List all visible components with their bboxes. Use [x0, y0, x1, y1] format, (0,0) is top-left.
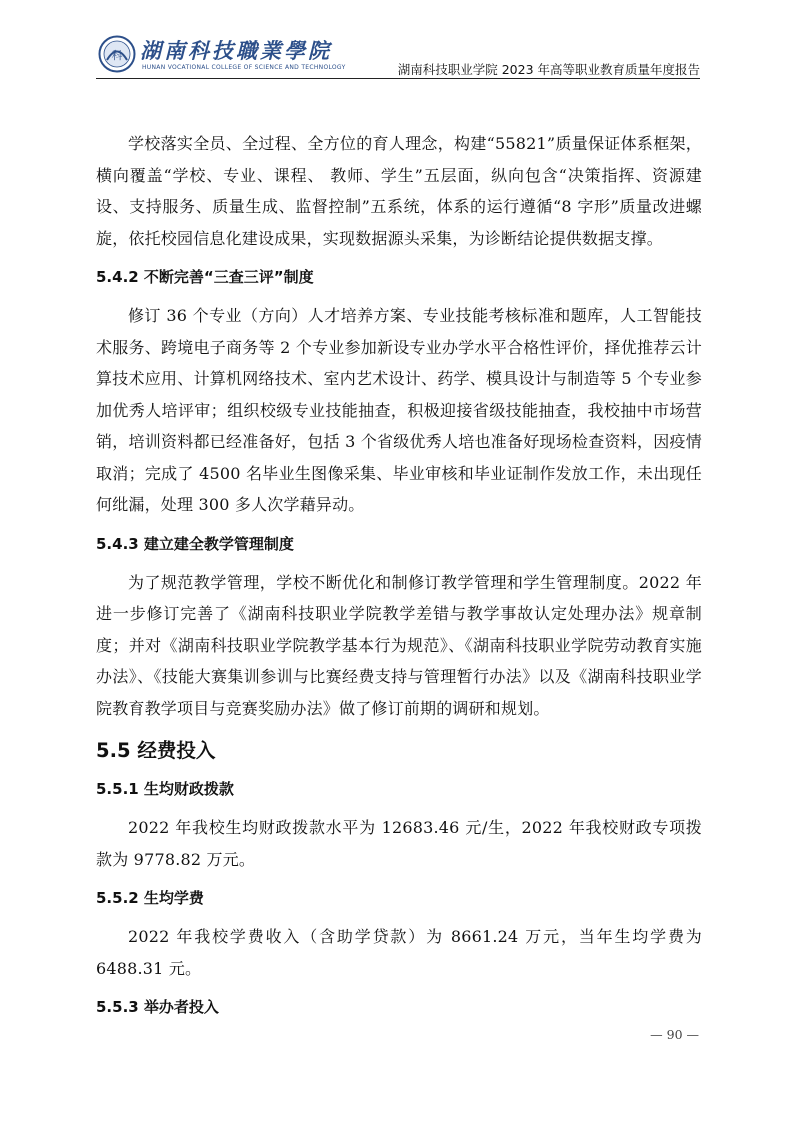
college-logo: [96, 30, 396, 78]
college-seal-icon: [98, 35, 136, 73]
section-5-5-2-heading: 5.5.2 生均学费: [96, 889, 204, 907]
report-title: 湖南科技职业学院 2023 年高等职业教育质量年度报告: [397, 62, 700, 77]
page-header: [96, 30, 700, 78]
section-5-5-1-paragraph: 2022 年我校生均财政拨款水平为 12683.46 元/生，2022 年我校财政专项拨款为 9778.82 万元。: [96, 818, 702, 869]
intro-paragraph: 学校落实全员、全过程、全方位的育人理念，构建“55821”质量保证体系框架，横向覆盖“学校、专业、课程、 教师、学生”五层面，纵向包含“决策指挥、资源建设、支持服务、质量生成、监督控制”五系统，体系的运行遵循“8 字形”质量改进螺旋，依托校园信息化建设成果，实现数据源头采集，为诊断结论提供数据支撑。: [96, 134, 702, 248]
page-body: [96, 128, 702, 1030]
svg-text:科: 科: [111, 49, 123, 62]
section-5-5-1-heading: 5.5.1 生均财政拨款: [96, 780, 234, 798]
logo-script-text: 湖南科技職業學院: [140, 38, 332, 63]
section-5-4-3-heading: 5.4.3 建立建全教学管理制度: [96, 534, 294, 553]
section-5-5-2-paragraph: 2022 年我校学费收入（含助学贷款）为 8661.24 万元，当年生均学费为 6488.31 元。: [96, 927, 702, 978]
section-5-5-heading: 5.5 经费投入: [96, 739, 216, 762]
page-number: — 90 —: [650, 1027, 699, 1042]
section-5-4-2-heading: 5.4.2 不断完善“三查三评”制度: [96, 268, 314, 286]
section-5-5-3-heading: 5.5.3 举办者投入: [96, 998, 219, 1016]
header-divider: [96, 78, 700, 79]
section-5-4-3-paragraph: 为了规范教学管理，学校不断优化和制修订教学管理和学生管理制度。2022 年进一步修订完善了《湖南科技职业学院教学差错与教学事故认定处理办法》规章制度；并对《湖南科技职业学院教学基本行为规范》、《湖南科技职业学院劳动教育实施办法》、《技能大赛集训参训与比赛经费支持与管理暂行办法》以及《湖南科技职业学院教育教学项目与竞赛奖励办法》做了修订前期的调研和规划。: [96, 572, 702, 718]
logo-english-text: HUNAN VOCATIONAL COLLEGE OF SCIENCE AND TECHNOLOGY: [142, 64, 346, 71]
section-5-4-2-paragraph: 修订 36 个专业（方向）人才培养方案、专业技能考核标准和题库，人工智能技术服务、跨境电子商务等 2 个专业参加新设专业办学水平合格性评价，择优推荐云计算技术应用、计算机网络技术、室内艺术设计、药学、模具设计与制造等 5 个专业参加优秀人培评审；组织校级专业技能抽查，积极迎接省级技能抽查，我校抽中市场营销，培训资料都已经准备好，包括 3 个省级优秀人培也准备好现场检查资料，因疫情取消；完成了 4500 名毕业生图像采集、毕业审核和毕业证制作发放工作，未出现任何纰漏，处理 300 多人次学藉异动。: [96, 306, 702, 514]
